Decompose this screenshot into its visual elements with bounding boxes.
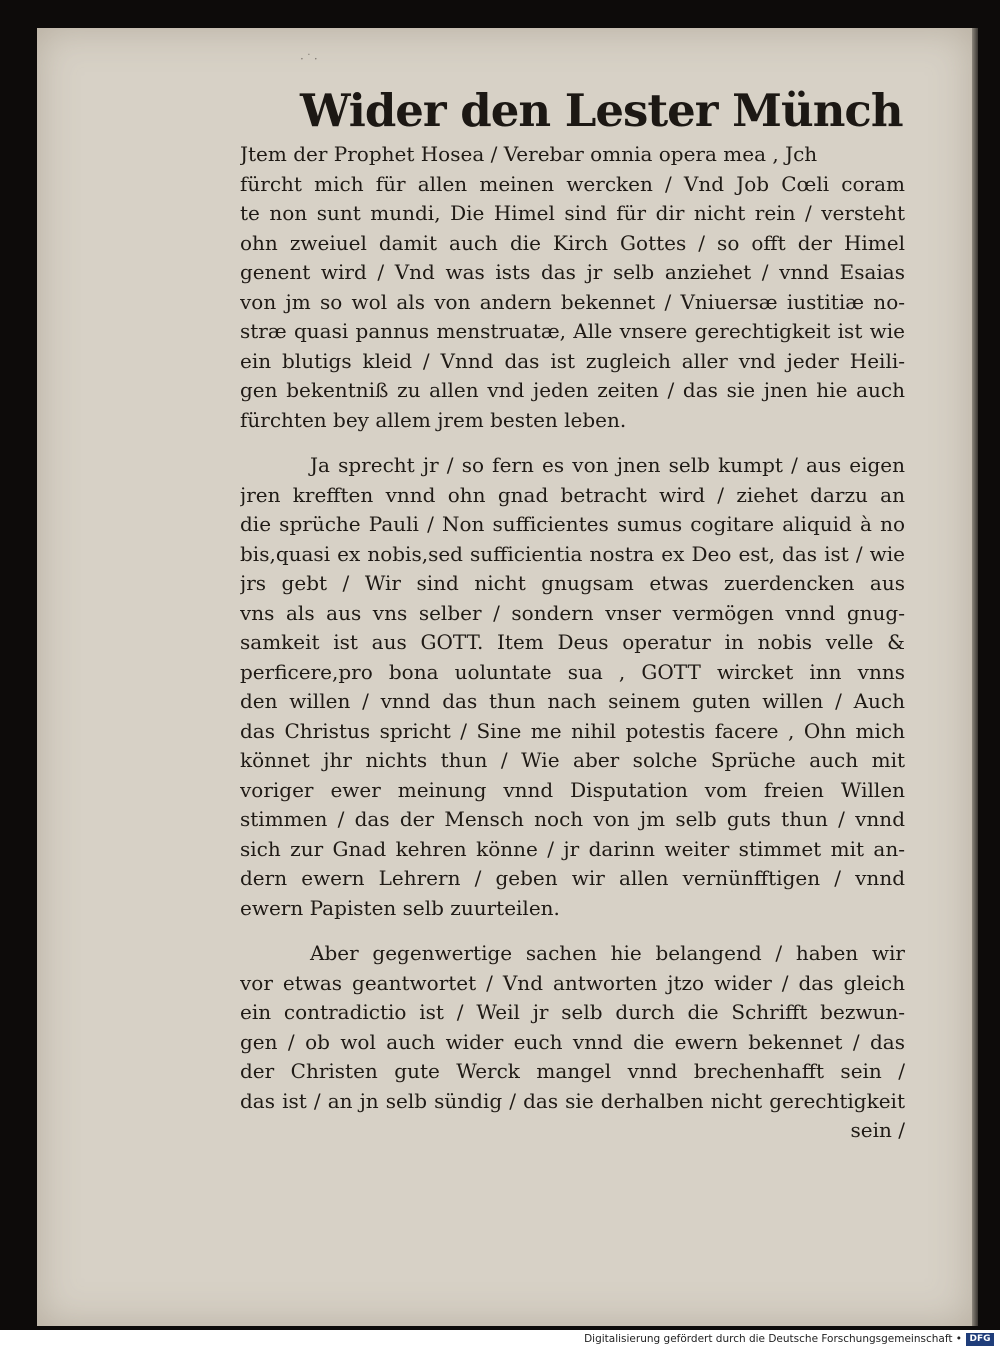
text-line: stræ quasi pannus menstruatæ, Alle vnsere gerechtigkeit ist wie xyxy=(240,319,905,343)
text-line: bis,quasi ex nobis,sed sufficientia nostra ex Deo est, das ist / wie xyxy=(240,541,905,566)
text-line: stimmen / das der Mensch noch von jm selb guts thun / vnnd xyxy=(240,807,905,831)
text-line: jren krefften vnnd ohn gnad betracht wird / ziehet darzu an xyxy=(240,482,905,507)
paragraph-3 xyxy=(240,939,905,1146)
text-line: ein contradictio ist / Weil jr selb durch die Schrifft bezwun- xyxy=(240,1000,905,1024)
text-line: könnet jhr nichts thun / Wie aber solche Sprüche auch mit xyxy=(240,748,905,772)
text-line: te non sunt mundi, Die Himel sind für dir nicht rein / versteht xyxy=(240,201,905,225)
text-line: perficere,pro bona uoluntate sua , GOTT wircket inn vnns xyxy=(240,659,905,684)
paragraph-1 xyxy=(240,140,905,435)
paragraph-2 xyxy=(240,451,905,923)
text-line: vns als aus vns selber / sondern vnser vermögen vnnd gnug- xyxy=(240,600,905,625)
text-line: den willen / vnnd das thun nach seinem guten willen / Auch xyxy=(240,689,905,713)
text-line: vor etwas geantwortet / Vnd antworten jtzo wider / das gleich xyxy=(240,970,905,995)
text-line: dern ewern Lehrern / geben wir allen vernünfftigen / vnnd xyxy=(240,866,905,890)
text-line: das Christus spricht / Sine me nihil potestis facere , Ohn mich xyxy=(240,718,905,743)
footer-bar xyxy=(0,1330,1000,1350)
funding-note: Digitalisierung gefördert durch die Deutsche Forschungsgemeinschaft • xyxy=(584,1333,962,1345)
text-line: der Christen gute Werck mangel vnnd brechenhafft sein / xyxy=(240,1059,905,1083)
body-text xyxy=(240,140,905,1146)
text-line: voriger ewer meinung vnnd Disputation vom freien Willen xyxy=(240,777,905,802)
text-line: das ist / an jn selb sündig / das sie derhalben nicht gerechtigkeit xyxy=(240,1088,905,1113)
text-line: fürchten bey allem jrem besten leben. xyxy=(240,407,627,432)
text-line: gen / ob wol auch wider euch vnnd die ewern bekennet / das xyxy=(240,1029,905,1054)
text-line: jrs gebt / Wir sind nicht gnugsam etwas zuerdencken aus xyxy=(240,571,905,595)
text-line: ohn zweiuel damit auch die Kirch Gottes / so offt der Himel xyxy=(240,230,905,255)
catchword: sein / xyxy=(850,1118,905,1142)
text-line: Ja sprecht jr / so fern es von jnen selb kumpt / aus eigen xyxy=(310,453,905,477)
text-line: Jtem der Prophet Hosea / Verebar omnia opera mea , Jch xyxy=(240,142,818,166)
text-line: samkeit ist aus GOTT. Item Deus operatur in nobis velle & xyxy=(240,630,905,654)
text-line: die sprüche Pauli / Non sufficientes sumus cogitare aliquid à no xyxy=(240,512,905,536)
text-line: gen bekentniß zu allen vnd jeden zeiten / das sie jnen hie auch xyxy=(240,378,905,402)
dfg-logo: DFG xyxy=(966,1333,994,1346)
text-line: sich zur Gnad kehren könne / jr darinn weiter stimmet mit an- xyxy=(240,836,905,861)
page-edge xyxy=(972,28,978,1326)
text-line: Aber gegenwertige sachen hie belangend / haben wir xyxy=(310,941,905,965)
text-line: fürcht mich für allen meinen wercken / Vnd Job Cœli coram xyxy=(240,171,905,196)
text-line: von jm so wol als von andern bekennet / Vniuersæ iustitiæ no- xyxy=(240,289,905,314)
ink-smudge: ·˙· xyxy=(300,52,320,66)
text-line: genent wird / Vnd was ists das jr selb anziehet / vnnd Esaias xyxy=(240,260,905,284)
running-header: Wider den Lester Münch xyxy=(300,84,903,137)
text-line: ewern Papisten selb zuurteilen. xyxy=(240,895,560,920)
text-line: ein blutigs kleid / Vnnd das ist zugleich aller vnd jeder Heili- xyxy=(240,348,905,373)
